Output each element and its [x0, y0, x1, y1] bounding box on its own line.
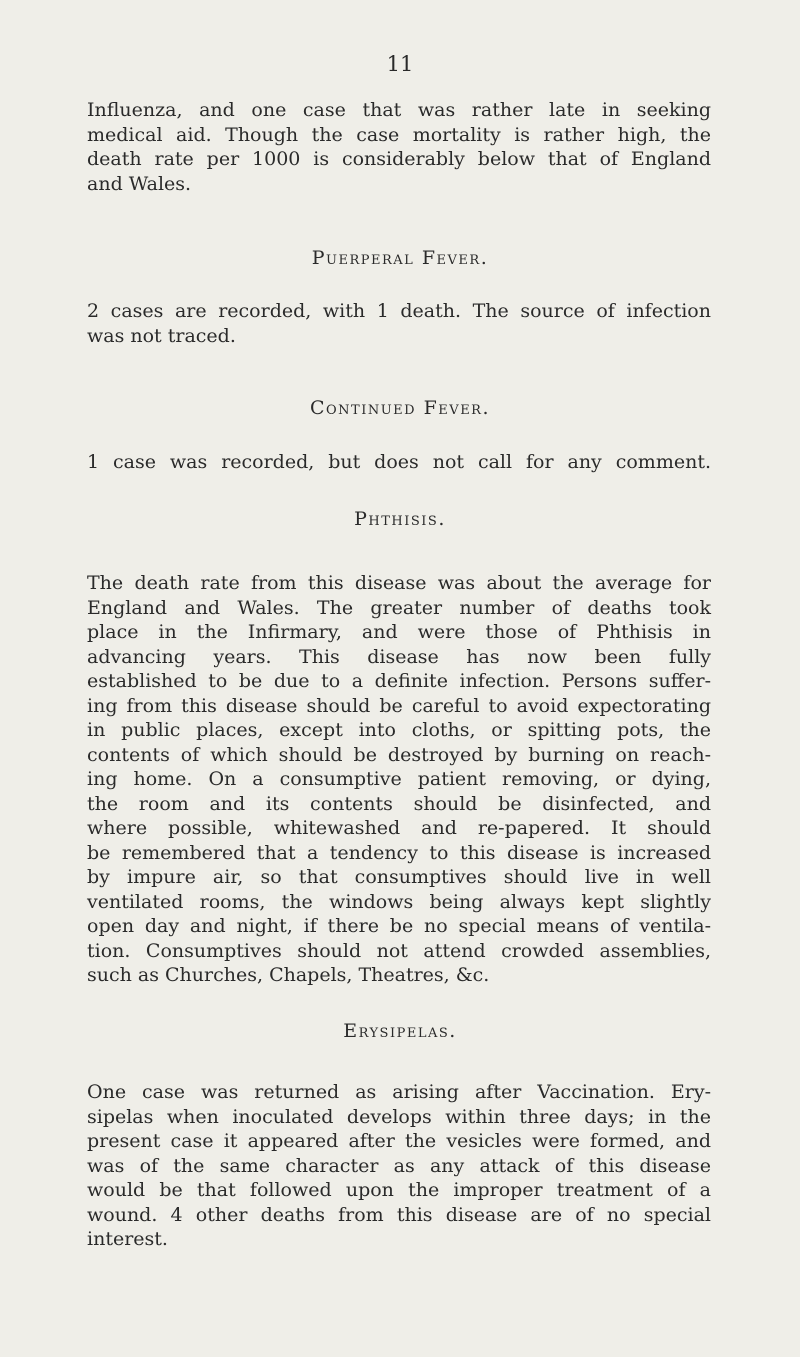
continued-fever-paragraph	[87, 450, 711, 475]
text-line: and Wales.	[87, 172, 192, 195]
text-line: open day and night, if there be no special means of ventila-	[87, 915, 711, 937]
text-line: by impure air, so that consumptives should live in well	[87, 866, 711, 888]
text-line: ventilated rooms, the windows being always kept slightly	[87, 890, 711, 913]
puerperal-fever-paragraph	[87, 299, 711, 348]
text-line: One case was returned as arising after Vaccination. Ery-	[87, 1081, 711, 1103]
text-line: interest.	[87, 1228, 168, 1250]
text-line: was not traced.	[87, 324, 236, 347]
page-number: 11	[386, 52, 414, 76]
section-heading-phthisis: Phthisis.	[354, 508, 446, 530]
text-line: contents of which should be destroyed by burning on reach-	[87, 743, 711, 766]
text-line: Influenza, and one case that was rather late in seeking	[87, 99, 711, 121]
text-line: The death rate from this disease was about the average for	[87, 572, 711, 594]
text-line: was of the same character as any attack of this disease	[87, 1154, 711, 1177]
section-heading-continued-fever: Continued Fever.	[309, 397, 491, 419]
text-line: ing from this disease should be careful to avoid expectorating	[87, 694, 711, 717]
section-heading-erysipelas: Erysipelas.	[343, 1020, 457, 1042]
intro-paragraph	[87, 98, 711, 196]
phthisis-paragraph	[87, 571, 711, 988]
text-line: 2 cases are recorded, with 1 death. The source of infection	[87, 300, 711, 322]
text-line: 1 case was recorded, but does not call for any comment.	[87, 451, 711, 473]
text-line: present case it appeared after the vesicles were formed, and	[87, 1130, 711, 1152]
text-line: advancing years. This disease has now been fully	[87, 645, 711, 668]
text-line: place in the Infirmary, and were those of Phthisis in	[87, 621, 711, 643]
text-line: such as Churches, Chapels, Theatres, &c.	[87, 964, 490, 986]
text-line: would be that followed upon the improper treatment of a	[87, 1179, 711, 1201]
erysipelas-paragraph	[87, 1080, 711, 1252]
text-line: sipelas when inoculated develops within three days; in the	[87, 1105, 711, 1128]
text-line: medical aid. Though the case mortality is rather high, the	[87, 123, 711, 146]
text-line: the room and its contents should be disinfected, and	[87, 792, 711, 815]
text-line: where possible, whitewashed and re-papered. It should	[87, 817, 711, 839]
text-line: wound. 4 other deaths from this disease are of no special	[87, 1203, 711, 1226]
text-line: in public places, except into cloths, or spitting pots, the	[87, 719, 711, 741]
text-line: ing home. On a consumptive patient removing, or dying,	[87, 768, 711, 790]
text-line: be remembered that a tendency to this disease is increased	[87, 841, 711, 864]
text-line: tion. Consumptives should not attend crowded assemblies,	[87, 939, 711, 962]
text-line: established to be due to a definite infection. Persons suffer-	[87, 670, 711, 692]
text-line: death rate per 1000 is considerably below that of England	[87, 148, 711, 170]
text-line: England and Wales. The greater number of deaths took	[87, 596, 711, 619]
section-heading-puerperal-fever: Puerperal Fever.	[311, 247, 489, 269]
